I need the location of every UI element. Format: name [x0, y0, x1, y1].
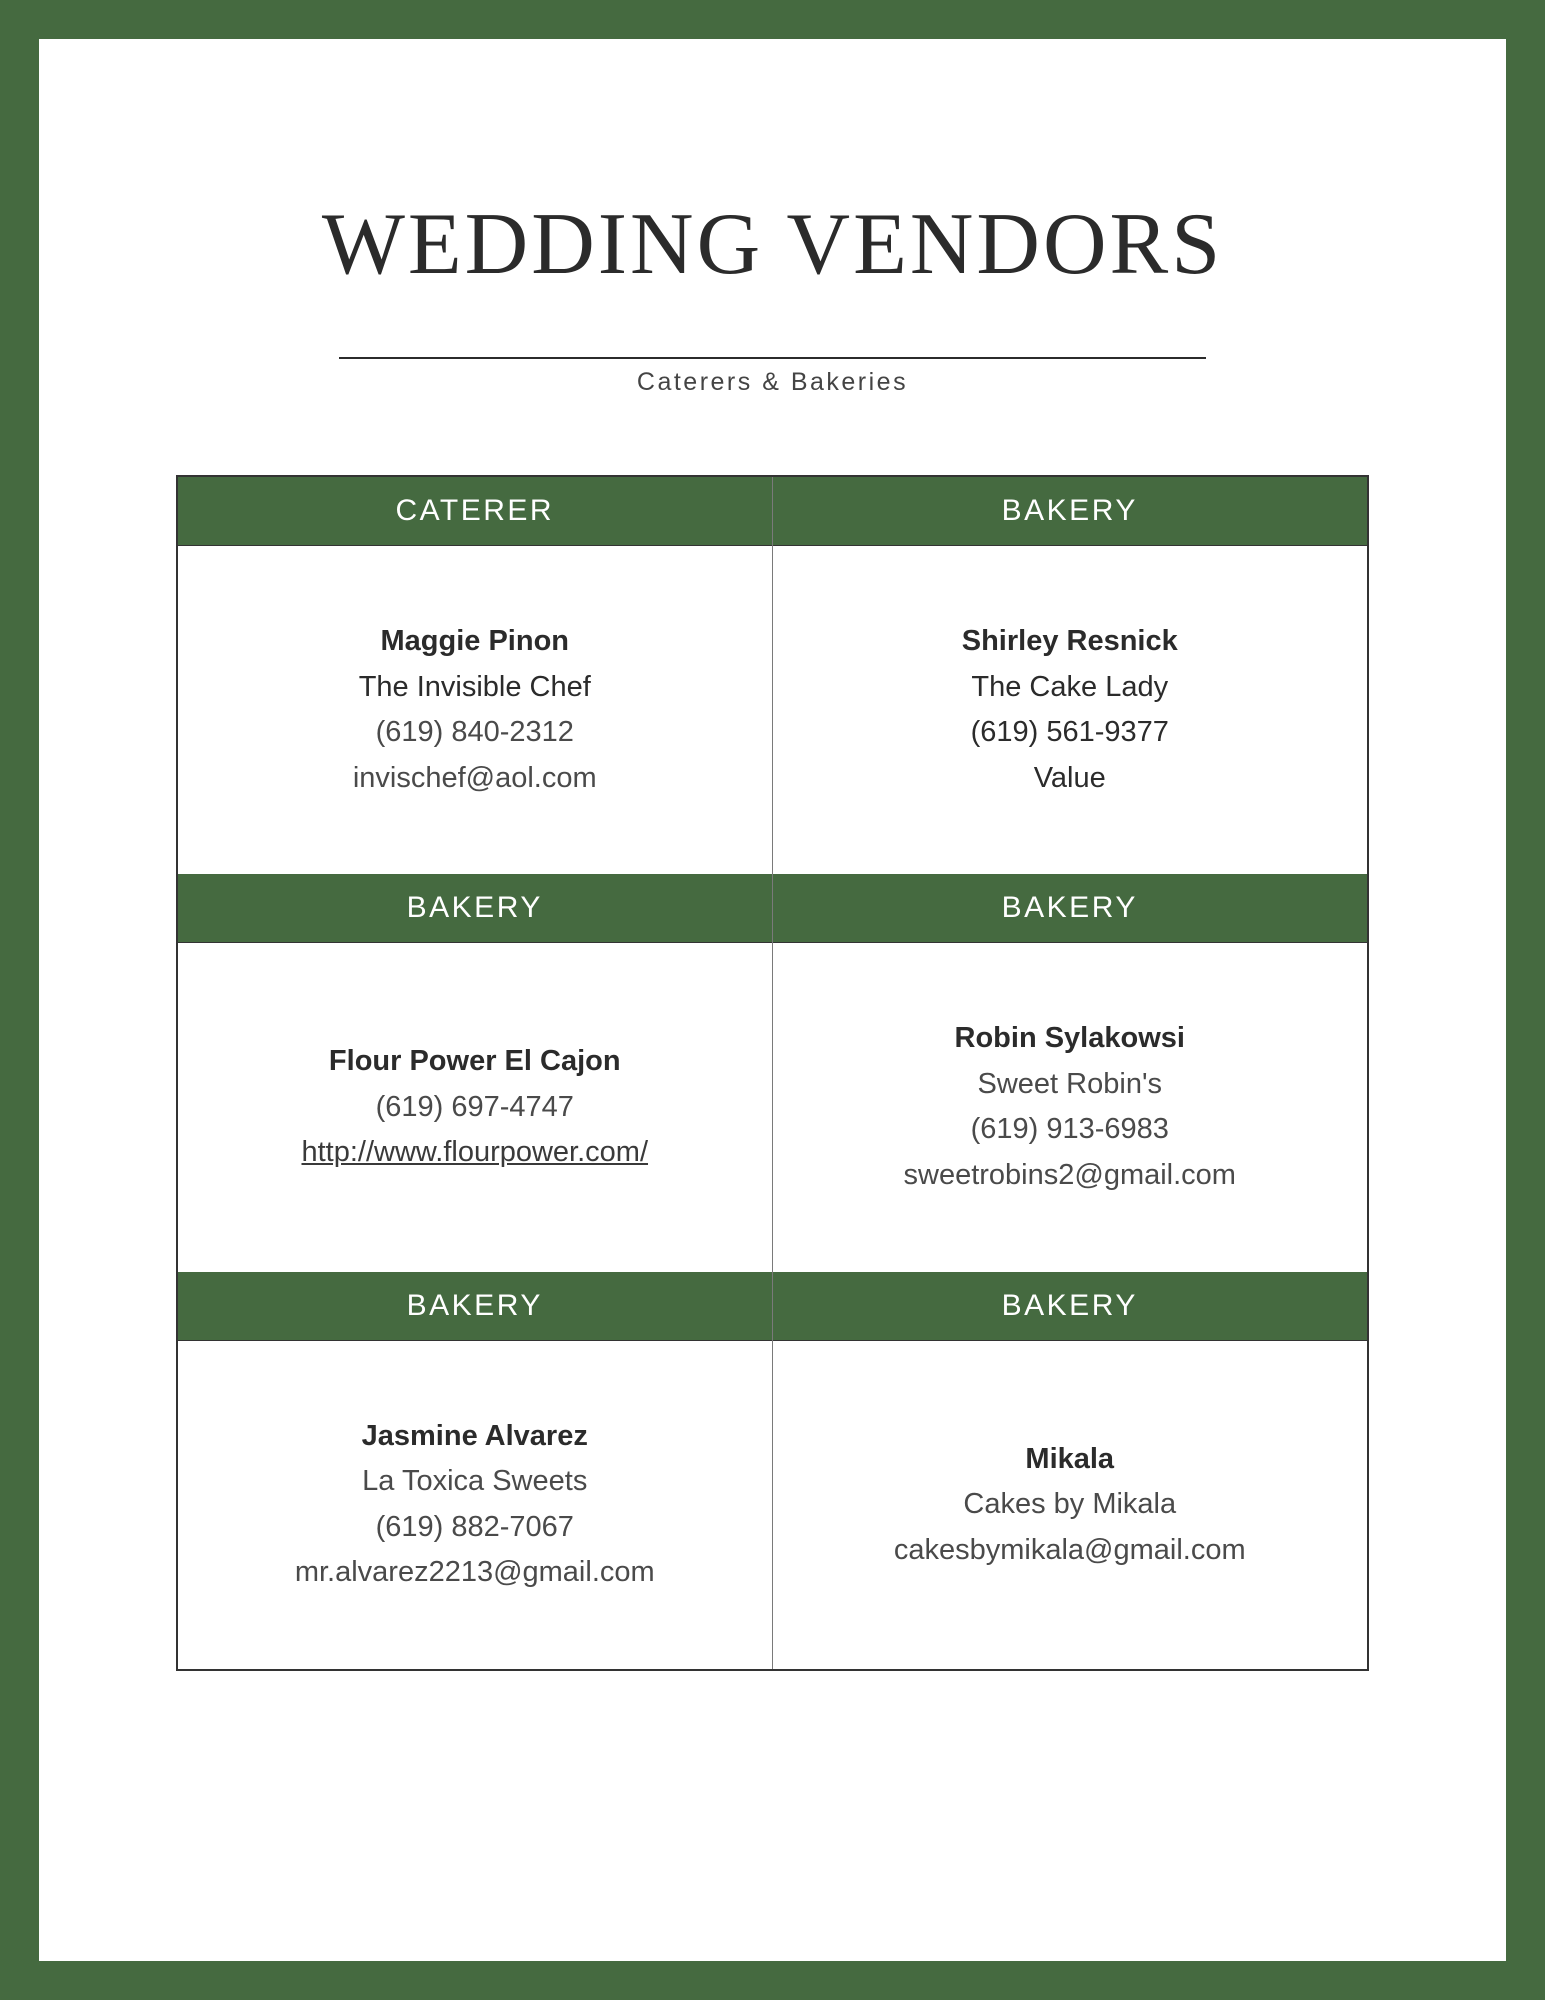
vendor-business-name: Cakes by Mikala [963, 1488, 1177, 1521]
vendor-cell-bakery-jasmine [178, 1272, 773, 1669]
vendor-details [773, 943, 1368, 1271]
vendor-category-header: BAKERY [773, 477, 1368, 546]
vendor-business-name: The Invisible Chef [358, 670, 591, 703]
vendor-phone: (619) 697-4747 [375, 1090, 574, 1123]
vendor-email: cakesbymikala@gmail.com [893, 1533, 1246, 1566]
vendor-contact-name: Shirley Resnick [961, 625, 1178, 658]
vendor-cell-bakery-shirley [773, 477, 1368, 874]
vendor-cell-bakery-mikala [773, 1272, 1368, 1669]
vendor-details [178, 943, 772, 1271]
vendor-category-header: BAKERY [773, 1272, 1368, 1341]
vendor-phone: (619) 882-7067 [375, 1510, 574, 1543]
vendor-category-header: BAKERY [178, 874, 772, 943]
vendor-contact-name: Robin Sylakowsi [954, 1022, 1185, 1055]
title-divider [339, 357, 1206, 359]
vendor-contact-name: Maggie Pinon [380, 625, 569, 658]
vendor-email: mr.alvarez2213@gmail.com [294, 1556, 655, 1589]
vendor-email: invischef@aol.com [352, 761, 597, 794]
vendor-table [176, 475, 1369, 1671]
vendor-email: sweetrobins2@gmail.com [903, 1158, 1236, 1191]
vendor-note: Value [1033, 761, 1106, 794]
vendor-details [773, 546, 1368, 874]
vendor-cell-bakery-flour-power [178, 874, 773, 1271]
vendor-details [773, 1341, 1368, 1669]
vendor-contact-name: Mikala [1025, 1442, 1115, 1475]
vendor-business-name: Sweet Robin's [977, 1067, 1162, 1100]
vendor-category-header: CATERER [178, 477, 772, 546]
vendor-contact-name: Jasmine Alvarez [361, 1419, 588, 1452]
vendor-phone: (619) 840-2312 [375, 716, 574, 749]
vendor-contact-name: Flour Power El Cajon [328, 1045, 621, 1078]
page-title: WEDDING VENDORS [321, 196, 1224, 293]
vendor-business-name: The Cake Lady [971, 670, 1169, 703]
vendor-cell-bakery-robin [773, 874, 1368, 1271]
vendor-details [178, 546, 772, 874]
vendor-website-link[interactable]: http://www.flourpower.com/ [301, 1136, 649, 1169]
page-subtitle: Caterers & Bakeries [636, 368, 909, 396]
vendor-category-header: BAKERY [178, 1272, 772, 1341]
vendor-cell-caterer-maggie [178, 477, 773, 874]
vendor-business-name: La Toxica Sweets [362, 1465, 588, 1498]
vendor-category-header: BAKERY [773, 874, 1368, 943]
vendor-phone: (619) 913-6983 [970, 1113, 1169, 1146]
vendor-details [178, 1341, 772, 1669]
vendor-phone: (619) 561-9377 [970, 716, 1169, 749]
